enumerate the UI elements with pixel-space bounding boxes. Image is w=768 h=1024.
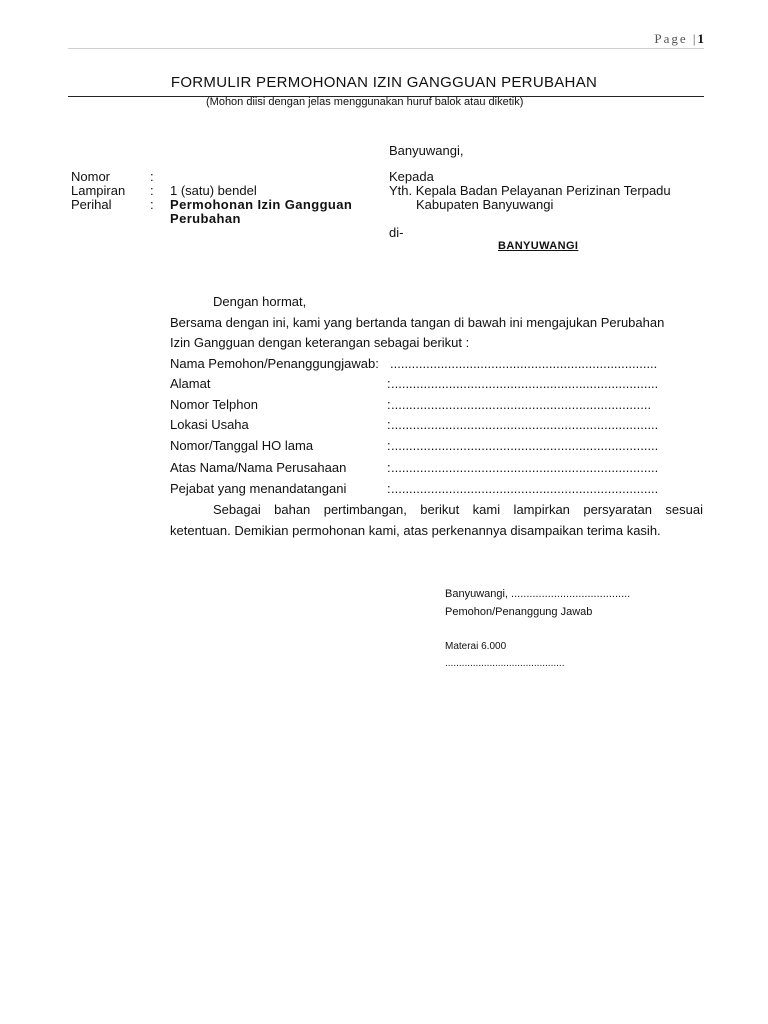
recipient-di: di- <box>389 225 404 240</box>
field-colon: : <box>387 376 391 391</box>
field-colon: : <box>387 460 391 475</box>
field-colon: : <box>387 417 391 432</box>
meta-value-perihal-line2: Perubahan <box>170 211 241 226</box>
field-dots: ........................................................................ <box>391 397 652 412</box>
field-label: Lokasi Usaha <box>170 417 249 432</box>
field-label: Nomor/Tanggal HO lama <box>170 438 314 453</box>
form-subtitle: (Mohon diisi dengan jelas menggunakan huruf balok atau diketik) <box>206 96 524 108</box>
page-number <box>654 31 704 47</box>
form-title: FORMULIR PERMOHONAN IZIN GANGGUAN PERUBAHAN <box>170 74 598 91</box>
meta-value-perihal-line1: Permohonan Izin Gangguan <box>170 197 353 212</box>
field-dots: .......................................................................... <box>390 356 658 371</box>
field-colon: : <box>387 481 391 496</box>
field-dots: .......................................................................... <box>391 460 659 475</box>
field-label: Nama Pemohon/Penanggungjawab: <box>170 356 379 371</box>
signature-place-date: Banyuwangi, ....................................... <box>445 588 631 600</box>
closing-line2: ketentuan. Demikian permohonan kami, atas perkenannya disampaikan terima kasih. <box>170 523 661 538</box>
meta-label-nomor: Nomor <box>71 169 111 184</box>
page-label: Page | <box>654 31 698 46</box>
field-colon: : <box>387 438 391 453</box>
recipient-line1: Yth. Kepala Badan Pelayanan Perizinan Terpadu <box>389 183 671 198</box>
field-label: Pejabat yang menandatangani <box>170 481 347 496</box>
letter-place-date: Banyuwangi, <box>389 143 464 158</box>
intro-line2: Izin Gangguan dengan keterangan sebagai berikut : <box>170 335 470 350</box>
recipient-line2: Kabupaten Banyuwangi <box>416 197 554 212</box>
signature-materai: Materai 6.000 <box>445 641 507 652</box>
meta-label-perihal: Perihal <box>71 197 112 212</box>
field-colon: : <box>387 397 391 412</box>
field-dots: .......................................................................... <box>391 481 659 496</box>
closing-line1: Sebagai bahan pertimbangan, berikut kami lampirkan persyaratan sesuai <box>213 502 703 517</box>
page-number-value: 1 <box>697 31 704 46</box>
field-dots: .......................................................................... <box>391 438 659 453</box>
field-dots: .......................................................................... <box>391 376 659 391</box>
field-label: Atas Nama/Nama Perusahaan <box>170 460 347 475</box>
recipient-city: BANYUWANGI <box>498 240 579 252</box>
greeting: Dengan hormat, <box>213 294 307 309</box>
signature-name-dots: ........................................... <box>445 658 565 669</box>
header-divider <box>68 48 704 49</box>
recipient-to: Kepada <box>389 169 434 184</box>
meta-label-lampiran: Lampiran <box>71 183 126 198</box>
field-dots: .......................................................................... <box>391 417 659 432</box>
meta-colon-perihal: : <box>150 197 154 212</box>
intro-line1: Bersama dengan ini, kami yang bertanda tangan di bawah ini mengajukan Perubahan <box>170 315 665 330</box>
meta-colon-nomor: : <box>150 169 154 184</box>
meta-value-lampiran: 1 (satu) bendel <box>170 183 257 198</box>
field-label: Alamat <box>170 376 211 391</box>
signature-role: Pemohon/Penanggung Jawab <box>445 606 593 618</box>
meta-colon-lampiran: : <box>150 183 154 198</box>
field-label: Nomor Telphon <box>170 397 258 412</box>
